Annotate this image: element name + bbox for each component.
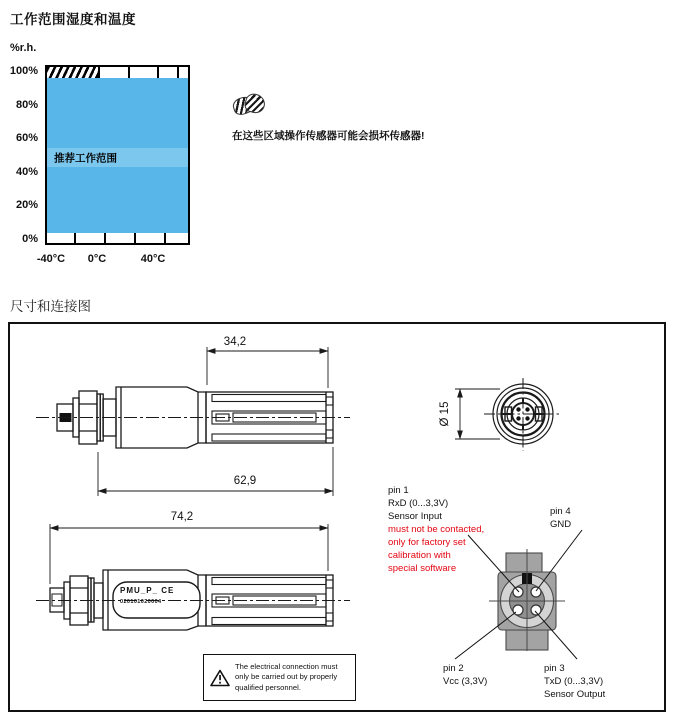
y-tick: 20% [15,199,38,211]
recommended-band [47,148,188,167]
section-dimensions-title: 尺寸和连接图 [10,299,91,314]
page-title: 工作范围湿度和温度 [10,12,136,27]
dim-connector-diameter: Ø 15 [439,401,451,427]
x-tick: 0°C [87,253,107,265]
pin3-label-block [544,662,605,701]
y-tick: 40% [15,166,38,178]
x-tick: 40°C [140,253,166,265]
x-tick: -40°C [36,253,66,265]
pin1-warning-line: special software [388,563,457,574]
pin1-signal: RxD (0...3,3V) [388,498,449,509]
strip-cell [106,233,134,243]
pin3-title: pin 3 [544,663,565,674]
strip-cell [159,67,177,78]
strip-cell [136,233,164,243]
strip-cell [100,67,128,78]
pin4-title: pin 4 [550,506,571,517]
operating-area [47,78,188,233]
y-axis-label: %r.h. [10,42,37,54]
pin1-role: Sensor Input [388,511,442,522]
chart-bottom-strip [47,233,188,243]
pin3-role: Sensor Output [544,689,606,700]
device-side-view [36,570,350,630]
device-label-serial: 020101020004 [120,599,162,605]
dim-filter-length: 34,2 [223,336,247,348]
strip-cell [166,233,188,243]
pin4-signal: GND [550,519,572,530]
dim-probe-length: 62,9 [233,475,257,487]
y-tick: 60% [15,132,38,144]
pin1-label-block [388,484,484,575]
recommended-band-label: 推荐工作范围 [54,152,117,164]
note-line: The electrical connection must [235,661,338,671]
pin4-label-block [550,505,571,531]
note-line: only be carried out by properly [235,672,338,682]
strip-cell [47,233,74,243]
dim-total-length: 74,2 [170,511,194,523]
pin1-warning-line: calibration with [388,550,451,561]
pin3-signal: TxD (0...3,3V) [544,676,604,687]
pin1-warning-line: only for factory set [388,537,466,548]
y-tick: 100% [9,65,38,77]
hazard-hatch-icon [233,94,273,120]
pin1-warning-line: must not be contacted, [388,524,485,535]
strip-cell [130,67,157,78]
y-tick: 80% [15,99,38,111]
probe-side-view [36,387,350,448]
chart-top-damage-strip [47,67,188,78]
sensor-damage-warning-text: 在这些区域操作传感器可能会损坏传感器! [232,130,425,142]
pin2-title: pin 2 [443,663,464,674]
hatched-zone [47,67,98,78]
electrical-safety-note [203,654,356,701]
electrical-note-text [235,662,338,694]
humidity-temperature-chart [45,65,190,245]
device-label-model: PMU_P_ CE [120,586,175,595]
pin2-label-block [443,662,487,688]
pin2-signal: Vcc (3,3V) [443,676,488,687]
pin1-title: pin 1 [388,485,409,496]
note-line: qualified personnel. [235,682,301,692]
strip-cell [76,233,104,243]
y-tick: 0% [22,233,38,245]
strip-cell [179,67,188,78]
warning-triangle-icon [210,669,230,687]
